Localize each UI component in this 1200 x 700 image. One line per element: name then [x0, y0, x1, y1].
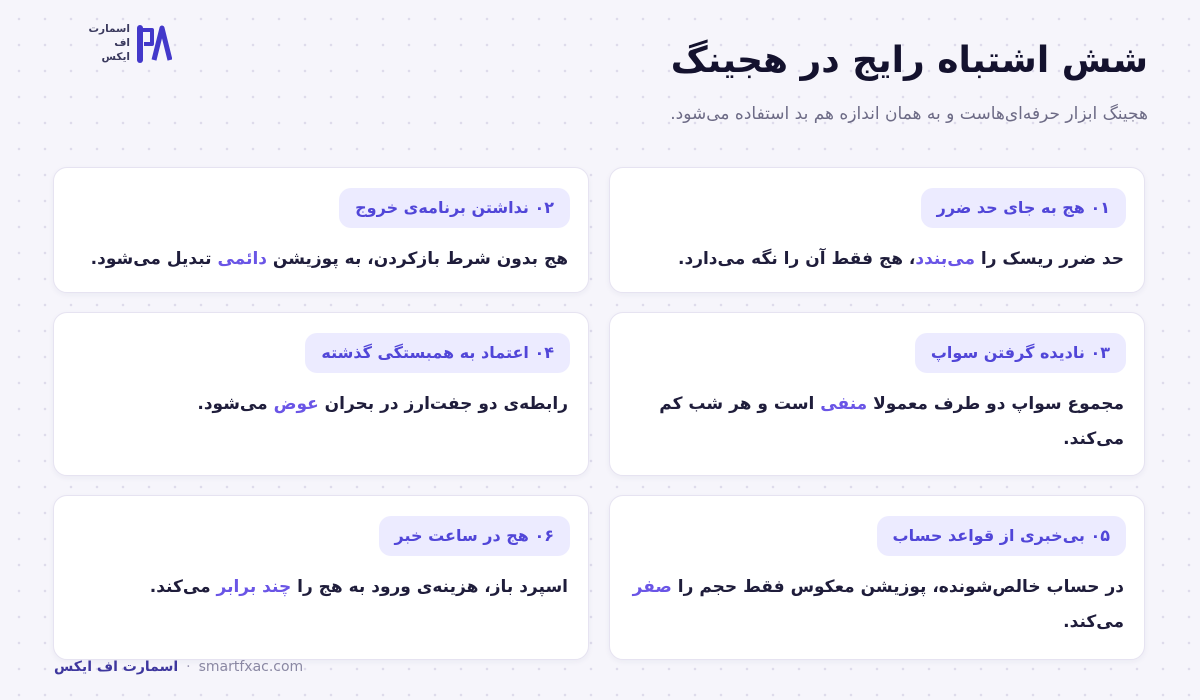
desc-text: حد ضرر ریسک را — [974, 249, 1124, 269]
page-title: شش اشتباه رایج در هجینگ — [670, 40, 1148, 81]
logo-wordmark — [78, 22, 130, 64]
mistake-card-03 — [609, 312, 1145, 476]
card-tag: ۰۵ بی‌خبری از قواعد حساب — [877, 516, 1126, 556]
desc-text: در حساب خالص‌شونده، پوزیشن معکوس فقط حجم را — [671, 577, 1124, 597]
desc-highlight: منفی — [820, 394, 868, 414]
mistake-card-06 — [53, 495, 589, 660]
sfx-logo-icon — [132, 24, 172, 66]
desc-highlight: چند برابر — [216, 577, 292, 597]
desc-highlight: صفر — [632, 577, 672, 597]
card-description — [628, 387, 1124, 457]
desc-text: است و هر شب کم می‌کند. — [659, 394, 1124, 449]
mistake-card-01 — [609, 167, 1145, 293]
desc-text: می‌کند. — [149, 577, 217, 597]
mistake-card-04 — [53, 312, 589, 476]
card-description — [628, 242, 1124, 277]
desc-text: تبدیل می‌شود. — [90, 249, 218, 269]
footer-separator: · — [186, 659, 191, 675]
desc-text: ، هج فقط آن را نگه می‌دارد. — [678, 249, 916, 269]
desc-text: رابطه‌ی دو جفت‌ارز در بحران — [318, 394, 568, 414]
desc-highlight: دائمی — [217, 249, 267, 269]
desc-text: هج بدون شرط بازکردن، به پوزیشن — [267, 249, 568, 269]
card-tag: ۰۲ نداشتن برنامه‌ی خروج — [339, 188, 570, 228]
desc-text: مجموع سواپ دو طرف معمولا — [867, 394, 1124, 414]
card-tag: ۰۱ هج به جای حد ضرر — [921, 188, 1126, 228]
mistake-card-05 — [609, 495, 1145, 660]
logo-line: اف — [114, 37, 130, 49]
card-tag: ۰۴ اعتماد به همبستگی گذشته — [305, 333, 570, 373]
desc-highlight: می‌بندد — [915, 249, 975, 269]
card-description — [72, 570, 568, 605]
card-tag: ۰۶ هج در ساعت خبر — [379, 516, 570, 556]
desc-text: می‌کند. — [1063, 612, 1124, 632]
footer-brand: اسمارت اف ایکس — [54, 659, 179, 675]
logo-line: اسمارت — [88, 23, 130, 35]
footer-url-link[interactable]: smartfxac.com — [198, 659, 304, 675]
card-description — [72, 242, 568, 277]
desc-text: اسپرد باز، هزینه‌ی ورود به هج را — [291, 577, 568, 597]
brand-logo[interactable] — [78, 20, 172, 70]
page-subtitle: هجینگ ابزار حرفه‌ای‌هاست و به همان اندازه هم بد استفاده می‌شود. — [670, 104, 1148, 124]
logo-line: ایکس — [101, 51, 130, 63]
desc-text: می‌شود. — [197, 394, 274, 414]
footer — [54, 656, 303, 678]
card-description — [72, 387, 568, 422]
mistake-card-02 — [53, 167, 589, 293]
card-description — [628, 570, 1124, 640]
card-tag: ۰۳ نادیده گرفتن سواپ — [915, 333, 1126, 373]
desc-highlight: عوض — [273, 394, 319, 414]
